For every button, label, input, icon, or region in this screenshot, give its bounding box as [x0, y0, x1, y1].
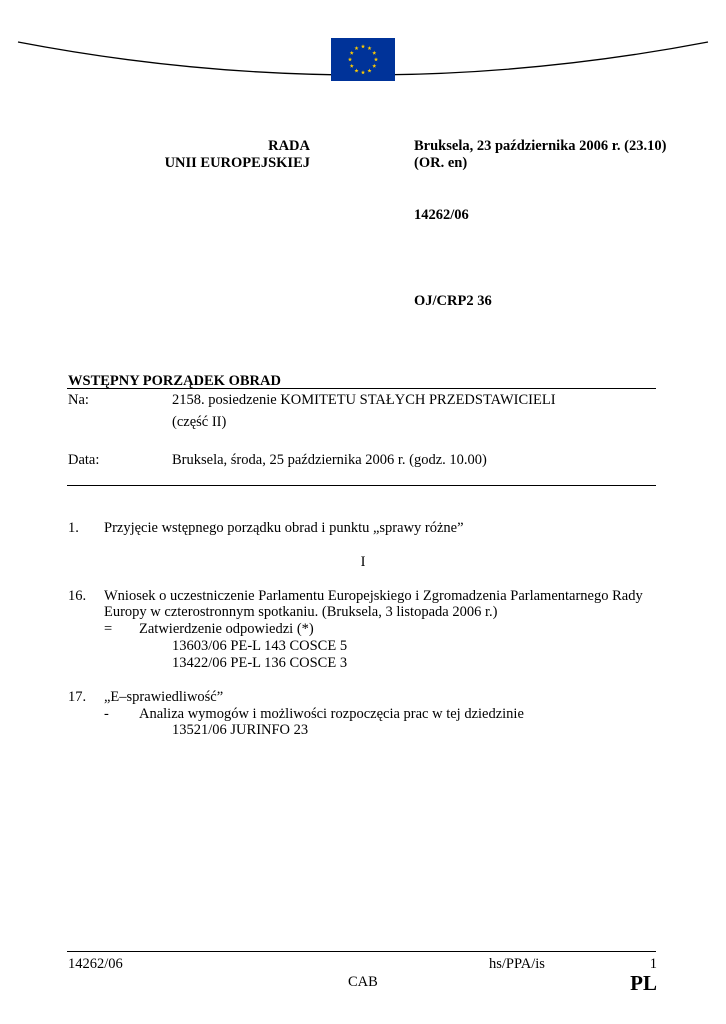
footer-page-number: 1: [649, 956, 657, 972]
council-name-line2: UNII EUROPEJSKIEJ: [164, 155, 310, 171]
item-17-sub: Analiza wymogów i możliwości rozpoczęcia prac w tej dziedzinie: [139, 706, 524, 722]
title-underline: [67, 388, 656, 389]
footer-unit: CAB: [348, 974, 378, 990]
data-value: Bruksela, środa, 25 października 2006 r. (godz. 10.00): [172, 452, 487, 468]
item-16-bullet: =: [104, 621, 113, 637]
item-16-ref1: 13603/06 PE-L 143 COSCE 5: [172, 638, 348, 654]
header-date-line1: Bruksela, 23 października 2006 r. (23.10): [414, 138, 667, 154]
footer-divider: [67, 951, 656, 952]
header-doc-number: 14262/06: [414, 207, 469, 223]
item-16-text-line1: Wniosek o uczestniczenie Parlamentu Europejskiego i Zgromadzenia Parlamentarnego Rady: [104, 588, 643, 604]
item-16-sub: Zatwierdzenie odpowiedzi (*): [139, 621, 314, 637]
item-16-text-line2: Europy w czterostronnym spotkaniu. (Bruksela, 3 listopada 2006 r.): [104, 604, 498, 620]
agenda-title: WSTĘPNY PORZĄDEK OBRAD: [68, 373, 281, 389]
item-17-ref1: 13521/06 JURINFO 23: [172, 722, 309, 738]
item-1-text: Przyjęcie wstępnego porządku obrad i punktu „sprawy różne”: [104, 520, 464, 536]
header-date-line2: (OR. en): [414, 155, 468, 171]
data-label: Data:: [68, 452, 100, 468]
item-16-ref2: 13422/06 PE-L 136 COSCE 3: [172, 655, 348, 671]
footer-language-code: PL: [630, 971, 657, 995]
na-value-line1: 2158. posiedzenie KOMITETU STAŁYCH PRZEDSTAWICIELI: [172, 392, 556, 408]
item-1-number: 1.: [68, 520, 79, 536]
footer-initials: hs/PPA/is: [489, 956, 545, 972]
section-marker: I: [360, 554, 366, 570]
na-value-line2: (część II): [172, 414, 227, 430]
na-label: Na:: [68, 392, 89, 408]
item-17-text: „E–sprawiedliwość”: [104, 689, 224, 705]
item-17-number: 17.: [68, 689, 87, 705]
eu-flag-logo: [331, 38, 395, 81]
item-17-bullet: -: [104, 706, 109, 722]
header-doc-code: OJ/CRP2 36: [414, 293, 492, 309]
item-16-number: 16.: [68, 588, 87, 604]
footer-doc-number: 14262/06: [68, 956, 123, 972]
council-name-line1: RADA: [268, 138, 310, 154]
agenda-divider: [67, 485, 656, 486]
